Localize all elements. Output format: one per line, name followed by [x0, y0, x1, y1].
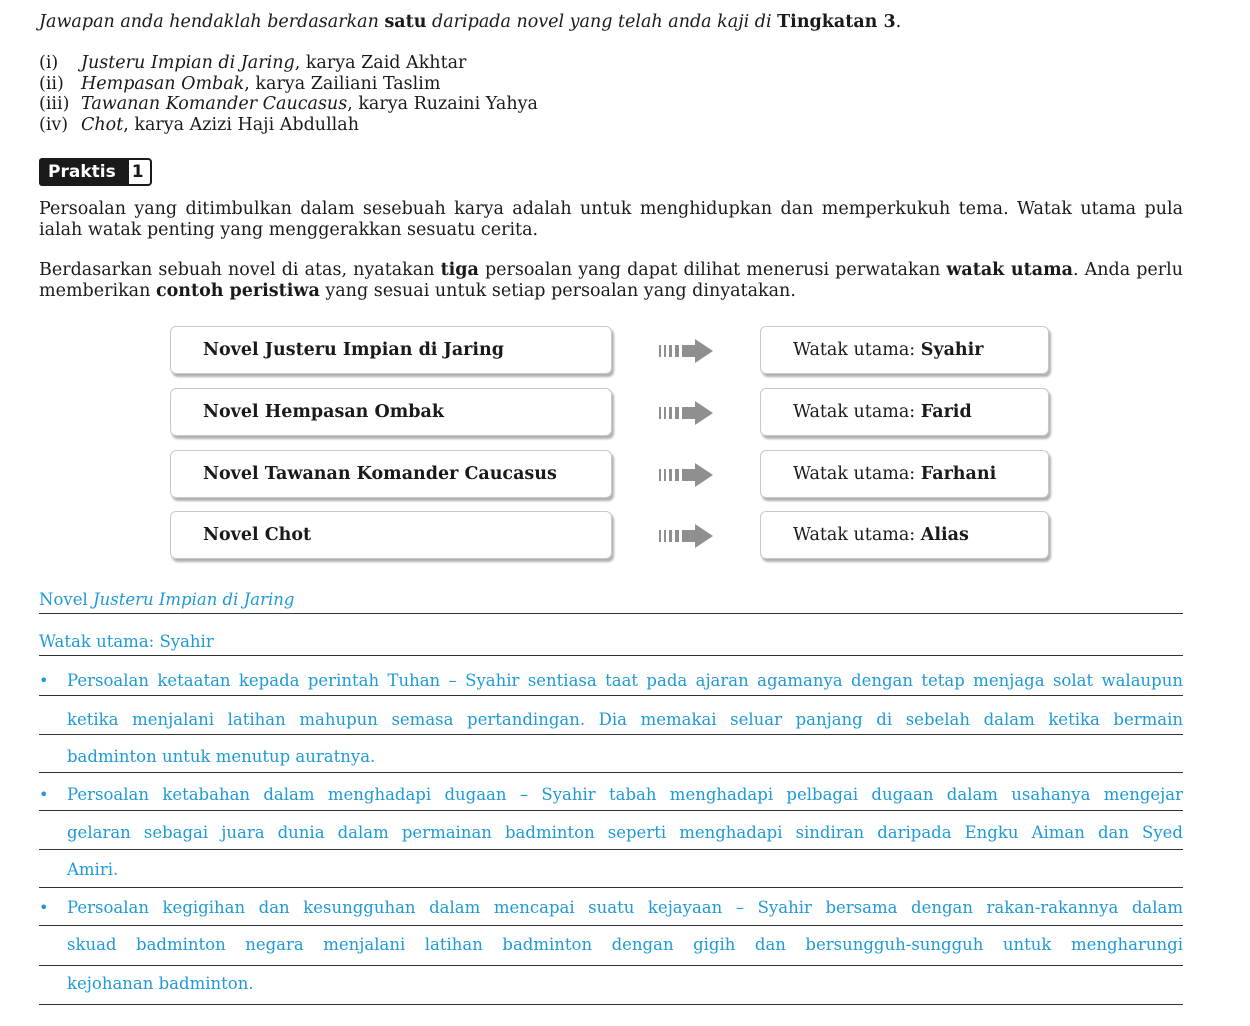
ruled-line [39, 1004, 1183, 1005]
novel-list-item: (iv) Chot, karya Azizi Haji Abdullah [39, 114, 359, 135]
arrow-right-icon [659, 463, 715, 487]
ruled-line [39, 965, 1183, 966]
praktis-badge [39, 158, 152, 186]
ruled-line [39, 695, 1183, 696]
ruled-line [39, 887, 1183, 888]
ruled-line [39, 925, 1183, 926]
question-paragraph: Berdasarkan sebuah novel di atas, nyatakan tiga persoalan yang dapat dilihat menerusi perwatakan watak utama. Anda perlu memberikan contoh peristiwa yang sesuai untuk setiap persoalan yang dinyatakan. [39, 260, 1183, 301]
ruled-line [39, 734, 1183, 735]
bullet-icon: • [39, 785, 49, 804]
character-box: Watak utama: Syahir [760, 326, 1049, 374]
instruction-bold-2: Tingkatan 3 [777, 12, 896, 32]
answer-line: badminton untuk menutup auratnya. [67, 747, 376, 766]
novel-box: Novel Chot [170, 511, 612, 559]
novel-box: Novel Hempasan Ombak [170, 388, 612, 436]
answer-line: kejohanan badminton. [67, 974, 254, 993]
novel-list-item: (iii) Tawanan Komander Caucasus, karya Ruzaini Yahya [39, 94, 538, 114]
novel-list-item: (i) Justeru Impian di Jaring, karya Zaid Akhtar [39, 53, 467, 73]
answer-line: ketika menjalani latihan mahupun semasa pertandingan. Dia memakai seluar panjang di sebelah dalam ketika bermain [67, 710, 1183, 729]
answer-line: Persoalan ketabahan dalam menghadapi dugaan – Syahir tabah menghadapi pelbagai dugaan dalam usahanya mengejar [67, 785, 1183, 804]
praktis-number: 1 [124, 158, 152, 186]
context-paragraph: Persoalan yang ditimbulkan dalam sesebuah karya adalah untuk menghidupkan dan memperkukuh tema. Watak utama pula ialah watak penting yang menggerakkan sesuatu cerita. [39, 199, 1183, 240]
ruled-line [39, 613, 1183, 614]
answer-line: Amiri. [67, 860, 119, 879]
bullet-icon: • [39, 671, 49, 690]
arrow-right-icon [659, 401, 715, 425]
character-box: Watak utama: Farid [760, 388, 1049, 436]
novel-list [39, 53, 538, 135]
instruction-end: . [895, 12, 902, 32]
instruction-text-2: daripada novel yang telah anda kaji di [426, 12, 778, 32]
novel-box: Novel Justeru Impian di Jaring [170, 326, 612, 374]
praktis-label: Praktis [39, 158, 124, 186]
ruled-line [39, 772, 1183, 773]
instruction [39, 10, 901, 34]
novel-list-item: (ii) Hempasan Ombak, karya Zailiani Taslim [39, 73, 441, 94]
answer-line: skuad badminton negara menjalani latihan badminton dengan gigih dan bersungguh-sungguh untuk mengharungi [67, 935, 1183, 954]
novel-box: Novel Tawanan Komander Caucasus [170, 450, 612, 498]
ruled-line [39, 849, 1183, 850]
instruction-bold-1: satu [384, 12, 427, 32]
answer-character: Watak utama: Syahir [39, 632, 214, 651]
ruled-line [39, 655, 1183, 656]
arrow-right-icon [659, 524, 715, 548]
ruled-line [39, 810, 1183, 811]
character-box: Watak utama: Alias [760, 511, 1049, 559]
answer-line: Persoalan kegigihan dan kesungguhan dalam mencapai suatu kejayaan – Syahir bersama dengan rakan-rakannya dalam [67, 898, 1183, 917]
bullet-icon: • [39, 898, 49, 917]
answer-line: Persoalan ketaatan kepada perintah Tuhan – Syahir sentiasa taat pada ajaran agamanya dengan tetap menjaga solat walaupun [67, 671, 1183, 690]
arrow-right-icon [659, 339, 715, 363]
instruction-text-1: Jawapan anda hendaklah berdasarkan [39, 12, 385, 32]
character-box: Watak utama: Farhani [760, 450, 1049, 498]
answer-novel-title: Novel Justeru Impian di Jaring [39, 590, 295, 609]
answer-line: gelaran sebagai juara dunia dalam permainan badminton seperti menghadapi sindiran daripada Engku Aiman dan Syed [67, 823, 1183, 842]
